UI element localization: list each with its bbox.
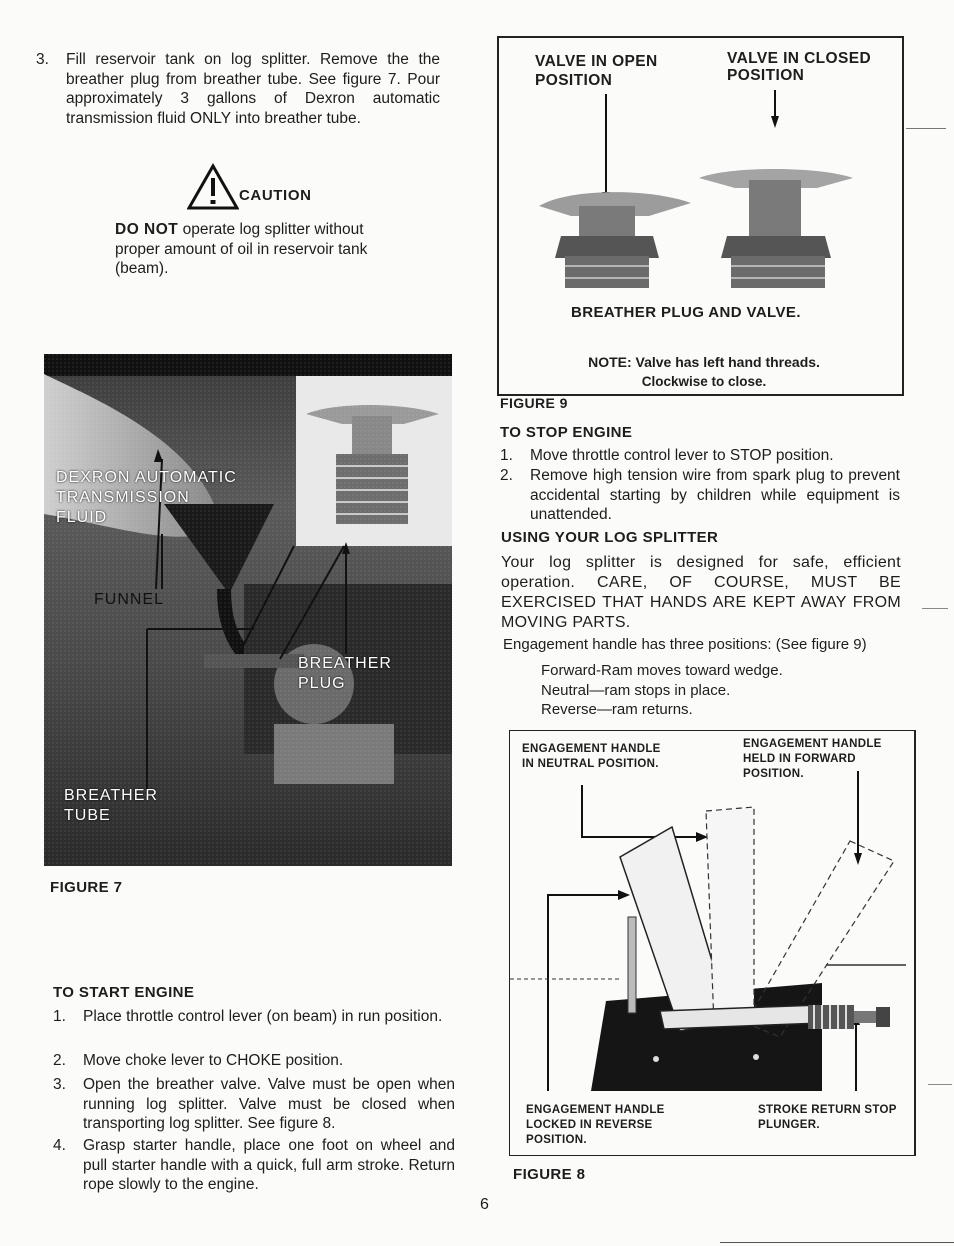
list-item: Neutral—ram stops in place.: [541, 681, 731, 699]
label-line: DEXRON AUTOMATIC: [56, 469, 237, 486]
step-number: 3.: [36, 51, 49, 68]
dexron-fluid-label: [56, 468, 237, 528]
warning-triangle-icon: [187, 163, 239, 211]
figure9-caption: FIGURE 9: [500, 396, 568, 410]
reverse-label: [526, 1103, 665, 1148]
figure7-caption: FIGURE 7: [50, 879, 123, 896]
start-step: [53, 1136, 455, 1196]
label-line: BREATHER: [64, 787, 158, 804]
positions-intro: Engagement handle has three positions: (See figure 9): [503, 636, 867, 653]
funnel-label: FUNNEL: [94, 591, 165, 608]
breather-valve-illustration: [499, 88, 899, 288]
label-line: IN NEUTRAL POSITION.: [522, 758, 659, 770]
valve-note: [559, 352, 849, 392]
step-number: 4.: [53, 1137, 66, 1154]
label-line: PLUG: [298, 675, 346, 692]
list-item: Forward-Ram moves toward wedge.: [541, 662, 783, 679]
margin-mark: [928, 1084, 952, 1085]
label-line: TRANSMISSION: [56, 489, 190, 506]
label-line: ENGAGEMENT HANDLE: [526, 1104, 665, 1116]
start-step: [53, 1075, 455, 1135]
breather-plug-subtitle: BREATHER PLUG AND VALVE.: [571, 304, 801, 321]
step-text: Move throttle control lever to STOP position.: [530, 447, 834, 464]
list-item: Reverse—ram returns.: [541, 701, 693, 718]
label-line: PLUNGER.: [758, 1119, 820, 1131]
footer-rule: [720, 1242, 954, 1243]
caution-text: [115, 220, 410, 279]
figure8-caption: FIGURE 8: [513, 1166, 586, 1183]
caution-title: CAUTION: [239, 187, 312, 204]
step-number: 2.: [500, 467, 513, 484]
step-number: 2.: [53, 1052, 66, 1069]
note-line-1: NOTE: Valve has left hand threads.: [588, 354, 820, 370]
label-line: POSITION.: [743, 768, 804, 780]
step-number: 1.: [500, 447, 513, 464]
valve-closed-label: [727, 50, 871, 84]
caution-emphasis: DO NOT: [115, 221, 179, 238]
label-line: ENGAGEMENT HANDLE: [743, 738, 882, 750]
stop-engine-heading: TO STOP ENGINE: [500, 424, 633, 441]
margin-mark: [906, 128, 946, 129]
step-text: Place throttle control lever (on beam) in run position.: [83, 1008, 443, 1025]
label-line: HELD IN FORWARD: [743, 753, 856, 765]
stop-step: [500, 446, 900, 468]
stroke-return-label: [758, 1103, 897, 1133]
breather-tube-label: [64, 786, 158, 826]
step-number: 3.: [53, 1076, 66, 1093]
step-text: Remove high tension wire from spark plug to prevent accidental starting by children while equipment is unattended.: [530, 467, 900, 523]
figure9-box: [497, 36, 904, 396]
caution-block: [115, 163, 415, 283]
label-line: VALVE IN CLOSED: [727, 50, 872, 67]
step-text: Move choke lever to CHOKE position.: [83, 1052, 344, 1069]
start-engine-heading: TO START ENGINE: [53, 984, 195, 1001]
step-text: Fill reservoir tank on log splitter. Remove the the breather plug from breather tube. See figure 7. Pour approximately 3 gallons of Dexron automatic transmission fluid ONLY into breather tube.: [66, 51, 440, 127]
step-text: Open the breather valve. Valve must be open when running log splitter. Valve must be closed when transporting log splitter. See figure 8.: [83, 1076, 455, 1132]
step-text: Grasp starter handle, place one foot on wheel and pull starter handle with a quick, full arm stroke. Return rope slowly to the engine.: [83, 1137, 455, 1193]
label-line: POSITION: [727, 67, 805, 84]
page-number: 6: [480, 1196, 489, 1213]
label-line: ENGAGEMENT HANDLE: [522, 743, 661, 755]
start-step: [53, 1007, 455, 1047]
fill-reservoir-step: [36, 50, 440, 150]
stop-step: [500, 466, 900, 528]
figure8-box: [509, 730, 916, 1156]
engagement-handle-diagram: [510, 761, 914, 1091]
using-heading: USING YOUR LOG SPLITTER: [501, 529, 719, 546]
positions-list: [541, 661, 783, 720]
label-line: STROKE RETURN STOP: [758, 1104, 897, 1116]
caution-body: operate log splitter without proper amount of oil in reservoir tank (beam).: [115, 221, 368, 277]
breather-plug-label: [298, 654, 392, 694]
label-line: LOCKED IN REVERSE: [526, 1119, 653, 1131]
start-step: [53, 1051, 455, 1073]
label-line: TUBE: [64, 807, 111, 824]
label-line: FLUID: [56, 509, 108, 526]
margin-mark: [922, 608, 948, 609]
note-line-2: Clockwise to close.: [641, 374, 767, 389]
label-line: POSITION: [535, 72, 613, 89]
label-line: BREATHER: [298, 655, 392, 672]
step-number: 1.: [53, 1008, 66, 1025]
label-line: POSITION.: [526, 1134, 587, 1146]
figure7-photo: [44, 354, 452, 866]
valve-open-label: [535, 52, 658, 90]
using-paragraph: Your log splitter is designed for safe, efficient operation. CARE, OF COURSE, MUST BE EXERCISED THAT HANDS ARE KEPT AWAY FROM MOVING PARTS.: [501, 554, 901, 631]
label-line: VALVE IN OPEN: [535, 53, 658, 70]
